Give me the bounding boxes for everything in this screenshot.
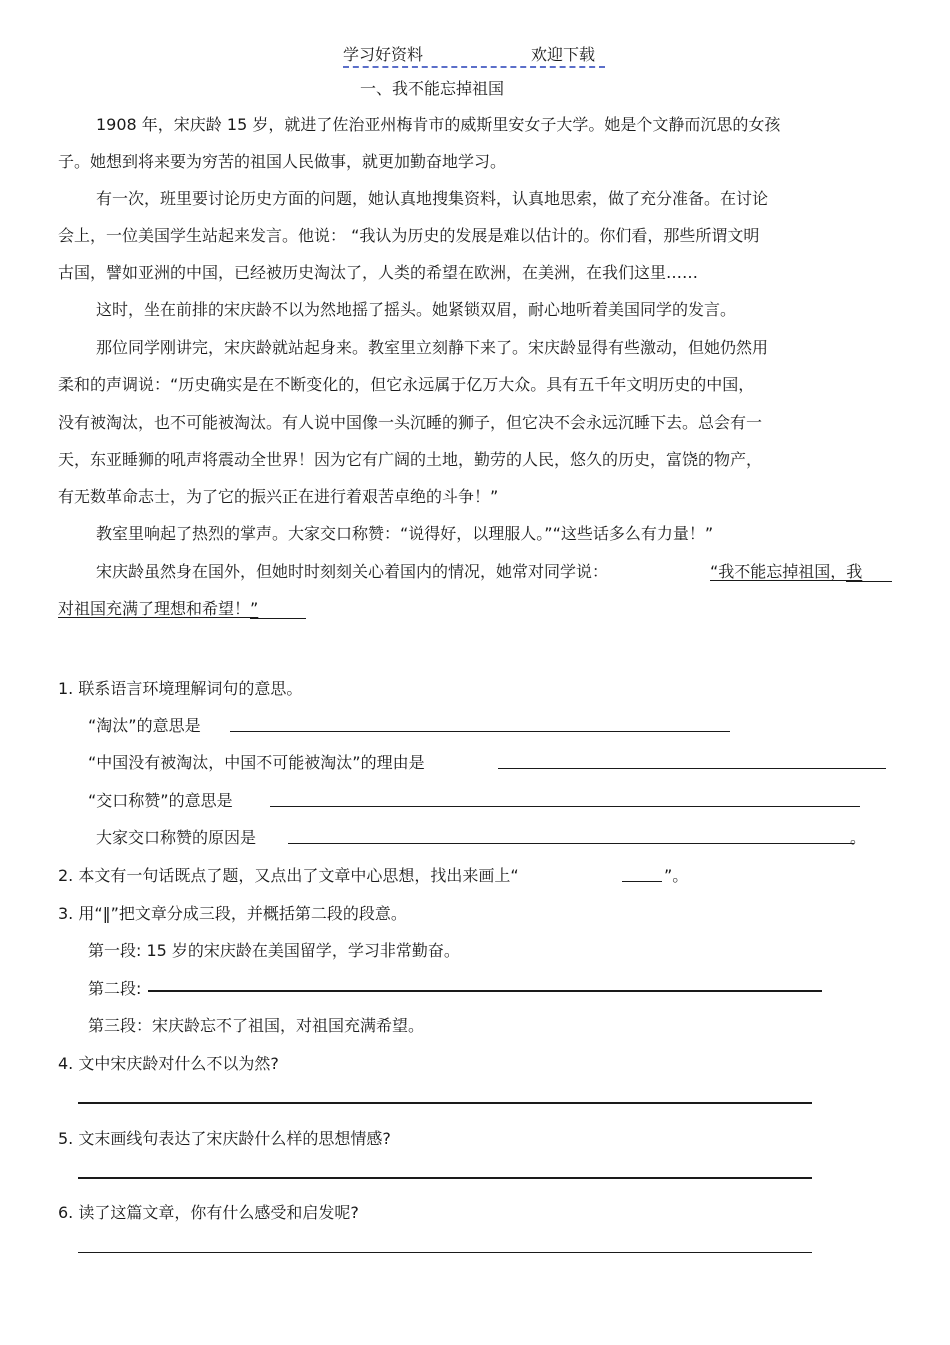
question-2-end: ”。 (664, 866, 689, 885)
answer-blank-2[interactable] (622, 881, 662, 882)
question-6: 6. 读了这篇文章，你有什么感受和启发呢? (58, 1203, 359, 1222)
question-1b-prompt: “中国没有被淘汰，中国不可能被淘汰”的理由是 (88, 753, 425, 772)
underline-rule (846, 581, 892, 582)
passage-line: 这时，坐在前排的宋庆龄不以为然地摇了摇头。她紧锁双眉，耐心地听着美国同学的发言。 (96, 300, 737, 319)
question-5: 5. 文末画线句表达了宋庆龄什么样的思想情感? (58, 1129, 391, 1148)
header-right-text: 欢迎下载 (531, 45, 596, 64)
question-2: 2. 本文有一句话既点了题，又点出了文章中心思想，找出来画上“ (58, 866, 519, 885)
passage-line: 会上，一位美国学生站起来发言。他说： “我认为历史的发展是难以估计的。你们看，那些所谓文明 (58, 226, 760, 245)
question-3-section-3: 第三段：宋庆龄忘不了祖国，对祖国充满希望。 (88, 1016, 425, 1035)
passage-line: 柔和的声调说：“历史确实是在不断变化的，但它永远属于亿万大众。具有五千年文明历史的中国， (58, 375, 755, 394)
answer-blank-1a[interactable] (230, 731, 730, 732)
answer-blank-1d[interactable] (288, 843, 854, 844)
passage-line: 1908 年，宋庆龄 15 岁，就进了佐治亚州梅肯市的威斯里安女子大学。她是个文静而沉思的女孩 (96, 115, 781, 134)
question-1d-period: 。 (850, 828, 867, 847)
answer-blank-5[interactable] (78, 1177, 812, 1179)
question-3-section-2-label: 第二段: (88, 979, 142, 998)
passage-line: 教室里响起了热烈的掌声。大家交口称赞：“说得好，以理服人。”“这些话多么有力量！” (96, 524, 714, 543)
passage-line: 天，东亚睡狮的吼声将震动全世界！因为它有广阔的土地，勤劳的人民，悠久的历史，富饶的物产， (58, 450, 763, 469)
passage-line: 子。她想到将来要为穷苦的祖国人民做事，就更加勤奋地学习。 (58, 152, 507, 171)
answer-blank-4[interactable] (78, 1102, 812, 1104)
question-4: 4. 文中宋庆龄对什么不以为然? (58, 1054, 279, 1073)
answer-blank-6[interactable] (78, 1252, 812, 1253)
answer-blank-1c[interactable] (270, 806, 860, 807)
passage-line: 古国，譬如亚洲的中国，已经被历史淘汰了，人类的希望在欧洲，在美洲，在我们这里…… (58, 263, 699, 282)
passage-line: 没有被淘汰，也不可能被淘汰。有人说中国像一头沉睡的狮子，但它决不会永远沉睡下去。总会有一 (58, 413, 763, 432)
passage-line: 那位同学刚讲完，宋庆龄就站起身来。教室里立刻静下来了。宋庆龄显得有些激动，但她仍然用 (96, 338, 769, 357)
answer-blank-3[interactable] (148, 990, 822, 992)
answer-blank-1b[interactable] (498, 768, 886, 769)
question-3-section-1: 第一段: 15 岁的宋庆龄在美国留学，学习非常勤奋。 (88, 941, 460, 960)
passage-line: 宋庆龄虽然身在国外，但她时时刻刻关心着国内的情况，她常对同学说： (96, 562, 609, 581)
underlined-key-sentence-cont: 对祖国充满了理想和希望！” (58, 599, 259, 618)
underlined-key-sentence: “我不能忘掉祖国，我 (710, 562, 863, 581)
page-header (343, 42, 605, 68)
question-1: 1. 联系语言环境理解词句的意思。 (58, 679, 303, 698)
question-1a-prompt: “淘汰”的意思是 (88, 716, 201, 735)
article-title: 一、我不能忘掉祖国 (360, 79, 505, 98)
question-1c-prompt: “交口称赞”的意思是 (88, 791, 233, 810)
header-left-text: 学习好资料 (343, 45, 424, 64)
question-3: 3. 用“‖”把文章分成三段，并概括第二段的段意。 (58, 904, 407, 923)
question-1d-prompt: 大家交口称赞的原因是 (96, 828, 257, 847)
passage-line: 有一次，班里要讨论历史方面的问题，她认真地搜集资料，认真地思索，做了充分准备。在讨论 (96, 189, 769, 208)
passage-line: 有无数革命志士，为了它的振兴正在进行着艰苦卓绝的斗争！” (58, 487, 499, 506)
underline-rule (250, 618, 306, 619)
